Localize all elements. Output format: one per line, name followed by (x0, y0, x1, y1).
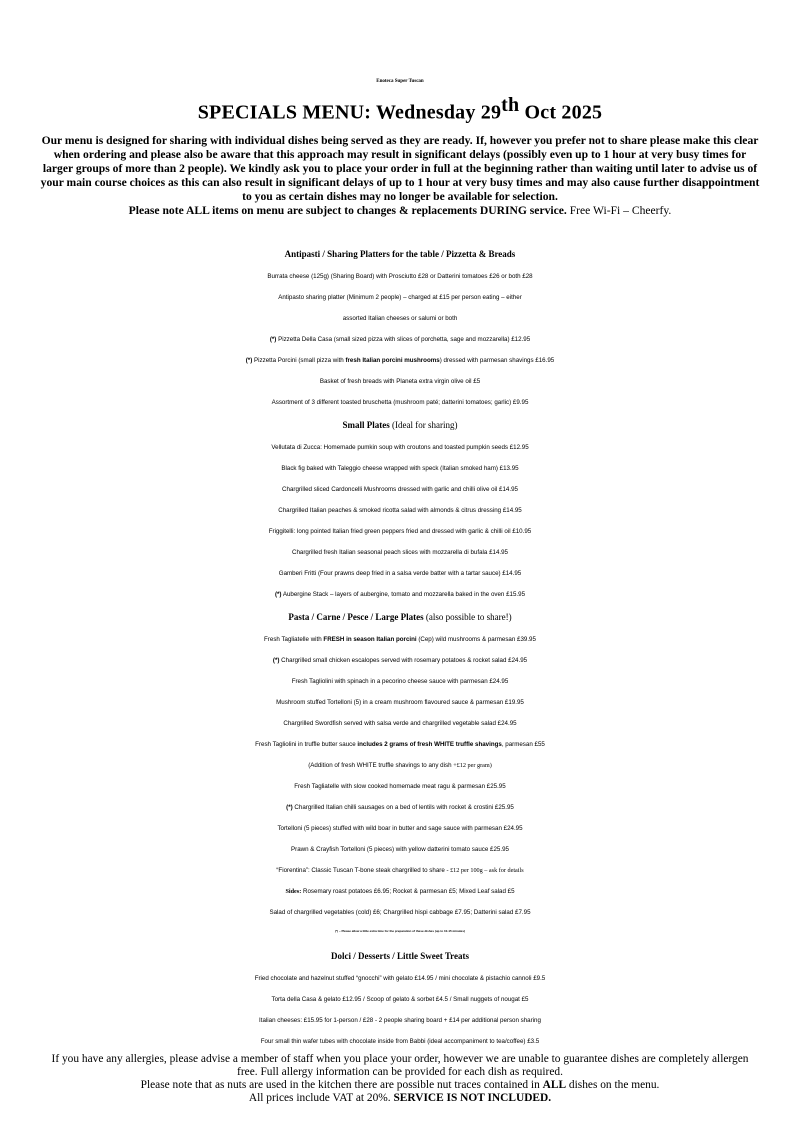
menu-item: Chargrilled Swordfish served with salsa verde and chargrilled vegetable salad £24.95 (283, 720, 517, 727)
menu-item (0, 797, 800, 818)
section-subtitle: (Ideal for sharing) (389, 420, 458, 430)
menu-item: Italian cheeses: £15.95 for 1-person / £28 - 2 people sharing board + £14 per additional person sharing (259, 1017, 541, 1024)
title-main: SPECIALS MENU: Wednesday 29 (197, 101, 502, 124)
pasta-section (0, 606, 800, 940)
menu-item: assorted Italian cheeses or salumi or both (342, 315, 458, 322)
menu-item: Chargrilled sliced Cardoncelli Mushrooms dressed with garlic and chilli olive oil £14.95 (282, 486, 518, 493)
dolci-section (0, 945, 800, 1052)
menu-item: Prawn & Crayfish Tortelloni (5 pieces) with yellow datterini tomato sauce £25.95 (291, 846, 509, 853)
long-prep-marker: (*) (286, 804, 293, 811)
menu-item: Gamberi Fritti (Four prawns deep fried in a salsa verde batter with a tartar sauce) £14.95 (278, 570, 522, 577)
title-end: Oct 2025 (519, 101, 603, 124)
menu-item: Four small thin wafer tubes with chocolate inside from Babbi (ideal accompaniment to tea/coffee) £3.5 (260, 1038, 540, 1045)
intro-paragraph: Our menu is designed for sharing with individual dishes being served as they are ready. If, however you prefer not to share please make this clear when ordering and please also be aware that this approach may result in significant delays (possibly even up to 1 hour at very busy times for larger groups of more than 2 people). We kindly ask you to place your order in full at the beginning rather than waiting until later to advise us of your main course choices as this can also result in significant delays of up to 1 hour at very busy times and may also cause further disappointment to you as certain dishes may no longer be available for selection. (40, 134, 760, 203)
menu-item (0, 584, 800, 605)
title-ordinal: th (501, 94, 520, 116)
menu-item-text: , parmesan £55 (501, 741, 545, 748)
sides-label: Sides: (285, 888, 302, 895)
menu-item: Salad of chargrilled vegetables (cold) £6; Chargrilled hispi cabbage £7.95; Datterini salad £7.95 (269, 909, 531, 916)
menu-item-text: Rosemary roast potatoes £6.95; Rocket & parmesan £5; Mixed Leaf salad £5 (301, 888, 515, 895)
venue-name: Enoteca Super Tuscan (376, 79, 424, 84)
menu-item-text: ) dressed with parmesan shavings £16.95 (439, 357, 555, 364)
section-heading (0, 414, 800, 437)
long-prep-marker: (*) (274, 591, 282, 598)
menu-item-highlight: fresh Italian porcini mushrooms (345, 357, 440, 364)
sides-line (0, 881, 800, 902)
menu-item-text: “Fiorentina”: Classic Tuscan T-bone steak chargrilled to share (276, 867, 447, 874)
menu-item-text: (Cep) wild mushrooms & parmesan £39.95 (416, 636, 536, 643)
antipasti-section (0, 243, 800, 413)
wifi-note: Free Wi-Fi – Cheerfy. (569, 203, 672, 217)
vat-note: All prices include VAT at 20%. (248, 1092, 394, 1104)
prep-time-note: (*) – Please allow a little extra time for the preparation of these dishes (up to 10-15 minutes) (334, 929, 466, 933)
menu-item-text: (Addition of fresh WHITE truffle shavings to any dish (308, 762, 454, 769)
menu-item: Black fig baked with Taleggio cheese wrapped with speck (Italian smoked ham) £13.95 (281, 465, 519, 472)
long-prep-marker: (*) (245, 357, 253, 364)
menu-item-text: Pizzetta Porcini (small pizza with (252, 357, 346, 364)
menu-item-text: Chargrilled small chicken escalopes served with rosemary potatoes & rocket salad £24.95 (279, 657, 528, 664)
allergy-note: If you have any allergies, please advise a member of staff when you place your order, however we are unable to guarantee dishes are completely allergen free. Full allergy information can be provided for each dish as required. (51, 1053, 749, 1078)
menu-item: Fresh Tagliatelle with slow cooked homemade meat ragu & parmesan £25.95 (294, 783, 506, 790)
menu-item-text: Pizzetta Della Casa (small sized pizza with slices of porchetta, sage and mozzarella) £12.95 (276, 336, 531, 343)
section-heading: Antipasti / Sharing Platters for the table / Pizzetta & Breads (284, 249, 516, 259)
nuts-note-end: dishes on the menu. (566, 1079, 660, 1091)
menu-item: Chargrilled Italian peaches & smoked ricotta salad with almonds & citrus dressing £14.95 (278, 507, 522, 514)
section-title: Small Plates (342, 420, 390, 430)
menu-item: Tortelloni (5 pieces) stuffed with wild boar in butter and sage sauce with parmesan £24.95 (277, 825, 523, 832)
menu-item-highlight: includes 2 grams of fresh WHITE truffle shavings (357, 741, 502, 748)
menu-item: Mushroom stuffed Tortelloni (5) in a cream mushroom flavoured sauce & parmesan £19.95 (276, 699, 524, 706)
nuts-note-emphasis: ALL (542, 1079, 567, 1091)
menu-item-text: Fresh Tagliolini in truffle butter sauce (255, 741, 358, 748)
menu-item: Assortment of 3 different toasted bruschetta (mushroom paté; datterini tomatoes; garlic) £9.95 (271, 399, 529, 406)
menu-item: Burrata cheese (125g) (Sharing Board) with Prosciutto £28 or Datterini tomatoes £26 or both £28 (267, 273, 533, 280)
allergy-footer (40, 1053, 760, 1105)
menu-item-price: +£12 per gram) (453, 762, 492, 769)
menu-item: Torta della Casa & gelato £12.95 / Scoop of gelato & sorbet £4.5 / Small nuggets of nougat £5 (271, 996, 529, 1003)
nuts-note: Please note that as nuts are used in the kitchen there are possible nut traces contained in (140, 1079, 543, 1091)
menu-item (0, 734, 800, 755)
menu-item (0, 755, 800, 776)
menu-item-text: Aubergine Stack – layers of aubergine, tomato and mozzarella baked in the oven £15.95 (281, 591, 526, 598)
menu-item: Friggitelli: long pointed Italian fried green peppers fried and dressed with garlic & chilli oil £10.95 (268, 528, 532, 535)
section-heading: Dolci / Desserts / Little Sweet Treats (331, 951, 469, 961)
menu-item-price: - £12 per 100g – ask for details (446, 867, 524, 874)
menu-item: Basket of fresh breads with Planeta extra virgin olive oil £5 (319, 378, 481, 385)
menu-item-highlight: FRESH in season Italian porcini (323, 636, 417, 643)
menu-item-text: Chargrilled Italian chilli sausages on a bed of lentils with rocket & crostini £25.95 (292, 804, 514, 811)
menu-item (0, 629, 800, 650)
section-heading (0, 606, 800, 629)
intro-text (40, 134, 760, 217)
menu-item-text: Fresh Tagliatelle with (264, 636, 324, 643)
menu-item (0, 650, 800, 671)
intro-changes-note: Please note ALL items on menu are subject to changes & replacements DURING service. (128, 203, 567, 217)
menu-item (0, 350, 800, 371)
service-note: SERVICE IS NOT INCLUDED. (393, 1092, 552, 1104)
page-title (0, 94, 800, 125)
long-prep-marker: (*) (272, 657, 280, 664)
menu-item: Fried chocolate and hazelnut stuffed “gnocchi” with gelato £14.95 / mini chocolate & pistachio cannoli £9.5 (254, 975, 546, 982)
menu-item: Fresh Tagliolini with spinach in a pecorino cheese sauce with parmesan £24.95 (291, 678, 509, 685)
long-prep-marker: (*) (269, 336, 277, 343)
section-subtitle: (also possible to share!) (423, 612, 512, 622)
menu-item (0, 329, 800, 350)
menu-item (0, 860, 800, 881)
section-title: Pasta / Carne / Pesce / Large Plates (288, 612, 424, 622)
menu-item: Vellutata di Zucca: Homemade pumkin soup with croutons and toasted pumpkin seeds £12.95 (271, 444, 529, 451)
menu-item: Chargrilled fresh Italian seasonal peach slices with mozzarella di bufala £14.95 (292, 549, 508, 556)
small-plates-section (0, 414, 800, 605)
menu-item: Antipasto sharing platter (Minimum 2 people) – charged at £15 per person eating – either (278, 294, 522, 301)
